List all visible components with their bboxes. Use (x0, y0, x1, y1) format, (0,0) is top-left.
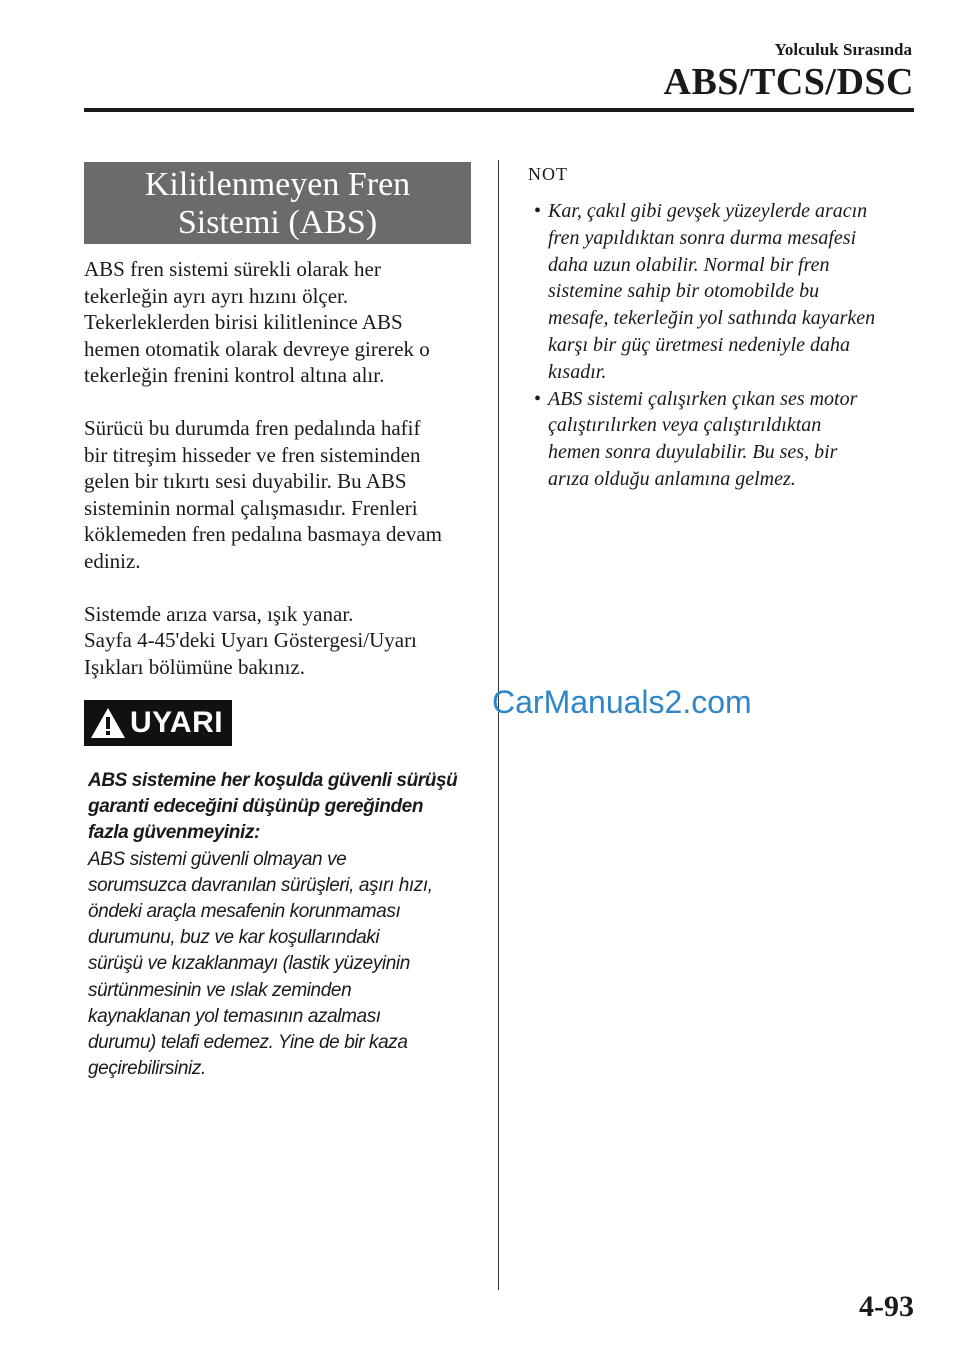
warning-triangle-icon (88, 700, 128, 746)
note-line: çalıştırılırken veya çalıştırıldıktan (548, 414, 822, 437)
note-item (534, 198, 924, 386)
note-line: ABS sistemi çalışırken çıkan ses motor (548, 387, 858, 410)
note-line: fren yapıldıktan sonra durma mesafesi (548, 226, 857, 249)
body-line: ABS fren sistemi sürekli olarak her (84, 257, 381, 281)
note-line: arıza olduğu anlamına gelmez. (548, 467, 796, 490)
chapter-subtitle: Yolculuk Sırasında (774, 40, 912, 59)
body-paragraph (84, 256, 474, 389)
body-text (84, 256, 474, 706)
body-line: sisteminin normal çalışmasıdır. Frenleri (84, 495, 418, 520)
warning-line: ABS sistemi güvenli olmayan ve (88, 848, 347, 870)
note-line: mesafe, tekerleğin yol sathında kayarken (548, 307, 876, 330)
note-body (534, 198, 924, 493)
body-line: Tekerleklerden birisi kilitlenince ABS (84, 310, 403, 335)
warning-heading-line: ABS sistemine her koşulda güvenli sürüşü (88, 770, 458, 791)
section-title-line: Sistemi (ABS) (177, 204, 378, 241)
body-line: tekerleğin ayrı ayrı hızını ölçer. (84, 283, 349, 308)
warning-heading-line: garanti edeceğini düşünüp gereğinden (88, 796, 424, 818)
body-line: bir titreşim hisseder ve fren sisteminden (84, 442, 421, 467)
header-rule (84, 108, 914, 112)
warning-badge (84, 700, 232, 746)
body-paragraph (84, 415, 474, 575)
note-label: NOT (528, 164, 568, 184)
bullet-icon: • (534, 200, 542, 222)
section-title-line: Kilitlenmeyen Fren (144, 166, 411, 203)
warning-line: durumu) telafi edemez. Yine de bir kaza (88, 1032, 408, 1054)
section-title-box (84, 162, 471, 244)
page-number: 4-93 (859, 1290, 914, 1323)
note-line: daha uzun olabilir. Normal bir fren (548, 253, 830, 276)
note-item (534, 386, 924, 493)
chapter-title: ABS/TCS/DSC (663, 61, 914, 103)
body-line: Sistemde arıza varsa, ışık yanar. (84, 601, 354, 626)
warning-label: UYARI (130, 706, 224, 739)
note-line: Kar, çakıl gibi gevşek yüzeylerde aracın (548, 200, 868, 222)
warning-line: sorumsuzca davranılan sürüşleri, aşırı hızı, (88, 874, 433, 896)
warning-heading-line: fazla güvenmeyiniz: (88, 822, 260, 844)
note-line: kısadır. (548, 360, 607, 383)
warning-line: sürüşü ve kızaklanmayı (lastik yüzeyinin (88, 953, 410, 975)
note-line: sistemine sahip bir otomobilde bu (548, 280, 820, 303)
warning-line: durumunu, buz ve kar koşullarındaki (88, 927, 380, 949)
body-line: köklemeden fren pedalına basmaya devam (84, 522, 443, 547)
body-line: Sürücü bu durumda fren pedalında hafif (84, 415, 421, 440)
column-divider (498, 160, 499, 1290)
warning-line: sürtünmesinin ve ıslak zeminden (88, 979, 352, 1001)
body-line: gelen bir tıkırtı sesi duyabilir. Bu ABS (84, 469, 407, 494)
body-line: hemen otomatik olarak devreye girerek o (84, 336, 430, 361)
warning-line: öndeki araçla mesafenin korunmaması (88, 901, 401, 923)
body-line: ediniz. (84, 548, 141, 573)
bullet-icon: • (534, 387, 542, 410)
warning-line: kaynaklanan yol temasının azalması (88, 1005, 381, 1027)
warning-text (88, 768, 478, 1082)
watermark: CarManuals2.com (492, 684, 752, 720)
warning-line: geçirebilirsiniz. (88, 1058, 206, 1080)
body-paragraph (84, 601, 474, 681)
note-line: karşı bir güç üretmesi nedeniyle daha (548, 333, 850, 356)
body-line: Sayfa 4-45'deki Uyarı Göstergesi/Uyarı (84, 628, 417, 653)
note-line: hemen sonra duyulabilir. Bu ses, bir (548, 441, 838, 464)
body-line: Işıkları bölümüne bakınız. (84, 654, 306, 679)
body-line: tekerleğin frenini kontrol altına alır. (84, 363, 385, 388)
